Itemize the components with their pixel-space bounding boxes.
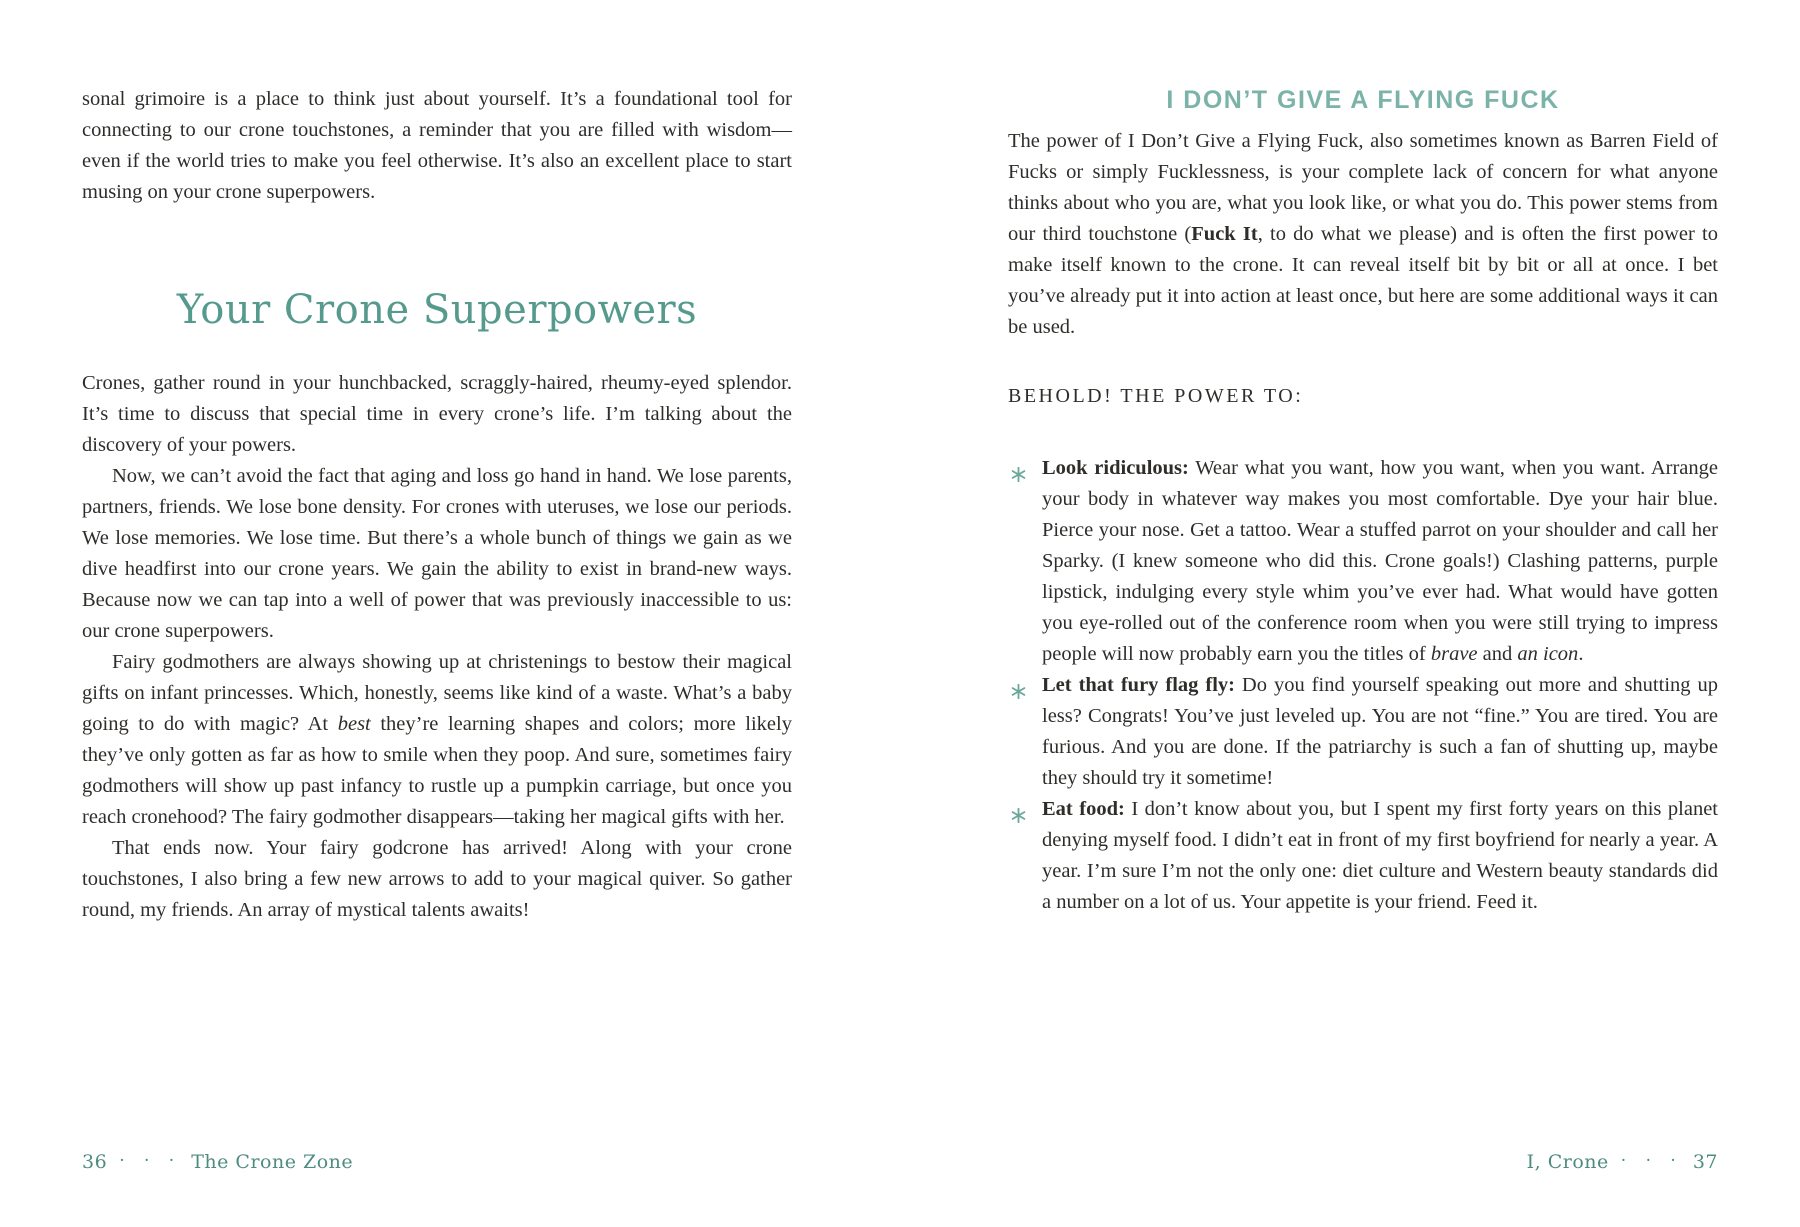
list-item-text: I don’t know about you, but I spent my first forty years on this planet denying myself food. I didn’t eat in front of my first boyfriend for nearly a year. A year. I’m sure I’m not the only one: diet culture and Western beauty standards did a number on a lot of us. Your appetite is your friend. Feed it.: [1042, 798, 1718, 913]
list-item: [1008, 453, 1718, 670]
paragraph: Now, we can’t avoid the fact that aging and loss go hand in hand. We lose parents, partners, friends. We lose bone density. For crones with uteruses, we lose our periods. We lose memories. We lose time. But there’s a whole bunch of things we gain as we dive headfirst into our crone years. We gain the ability to exist in brand-new ways. Because now we can tap into a well of power that was previously inaccessible to us: our crone superpowers.: [82, 465, 792, 642]
right-page-footer: [1527, 1151, 1718, 1173]
left-page-footer: [82, 1151, 353, 1173]
list-item-text: Do you find yourself speaking out more and shutting up less? Congrats! You’ve just leveled up. You are not “fine.” You are tired. You are furious. And you are done. If the patriarchy is such a fan of shutting up, maybe they should try it sometime!: [1042, 674, 1718, 789]
list-subheading: BEHOLD! THE POWER TO:: [1008, 385, 1304, 407]
list-item-label: Look ridiculous:: [1042, 457, 1189, 479]
powers-list: [1008, 453, 1718, 918]
running-head: The Crone Zone: [191, 1151, 354, 1173]
list-item-text: .: [1578, 643, 1584, 665]
chapter-heading: Your Crone Superpowers: [176, 287, 698, 333]
left-page: [82, 84, 792, 926]
paragraph-continuation: sonal grimoire is a place to think just about yourself. It’s a foundational tool for connecting to our crone touchstones, a reminder that you are filled with wisdom—even if the world tries to make you feel otherwise. It’s also an excellent place to start musing on your crone superpowers.: [82, 88, 792, 203]
paragraph-text: they’re learning shapes and colors; more likely they’ve only gotten as far as how to smile when they poop. And sure, sometimes fairy godmothers will show up past infancy to rustle up a pumpkin carriage, but once you reach cronehood? The fairy godmother disappears—taking her magical gifts with her.: [82, 713, 792, 828]
paragraph: [82, 647, 792, 833]
list-item-label: Let that fury flag fly:: [1042, 674, 1235, 696]
list-item: [1008, 670, 1718, 794]
star-bullet-icon: [1011, 678, 1026, 693]
italic-text: best: [337, 713, 371, 735]
star-bullet-icon: [1011, 461, 1026, 476]
list-item: [1008, 794, 1718, 918]
paragraph-opening: Crones, gather round in your hunchbacked, scraggly-haired, rheumy-eyed splendor. It’s time to discuss that special time in every crone’s life. I’m talking about the discovery of your powers.: [82, 372, 792, 456]
list-item-text: Wear what you want, how you want, when you want. Arrange your body in whatever way makes you most comfortable. Dye your hair blue. Pierce your nose. Get a tattoo. Wear a stuffed parrot on your shoulder and call her Sparky. (I knew someone who did this. Crone goals!) Clashing patterns, purple lipstick, indulging every style whim you’ve ever had. What would have gotten you eye-rolled out of the conference room when you were still trying to impress people will now probably earn you the titles of: [1042, 457, 1718, 665]
running-head: I, Crone: [1526, 1151, 1609, 1173]
list-item-text: and: [1477, 643, 1518, 665]
paragraph: That ends now. Your fairy godcrone has arrived! Along with your crone touchstones, I also bring a few new arrows to add to your magical quiver. So gather round, my friends. An array of mystical talents awaits!: [82, 837, 792, 921]
page-number: 36: [82, 1151, 108, 1173]
bold-text: Fuck It: [1191, 223, 1258, 245]
folio-dots: · · ·: [119, 1151, 182, 1171]
section-heading: I DON’T GIVE A FLYING FUCK: [1166, 86, 1560, 114]
right-page: [1008, 84, 1718, 918]
italic-text: brave: [1430, 643, 1478, 665]
paragraph-text: Fairy godmothers are always showing up at christenings to bestow their magical gifts on infant princesses. Which, honestly, seems like kind of a waste. What’s a baby going to do with magic? At: [82, 651, 792, 735]
paragraph: [1008, 126, 1718, 343]
star-bullet-icon: [1011, 802, 1026, 817]
paragraph-text: , to do what we please) and is often the first power to make itself known to the crone. It can reveal itself bit by bit or all at once. I bet you’ve already put it into action at least once, but here are some additional ways it can be used.: [1008, 223, 1718, 338]
folio-dots: · · ·: [1620, 1151, 1683, 1171]
page-number: 37: [1692, 1151, 1718, 1173]
paragraph-text: The power of I Don’t Give a Flying Fuck, also sometimes known as Barren Field of Fucks or simply Fucklessness, is your complete lack of concern for what anyone thinks about who you are, what you look like, or what you do. This power stems from our third touchstone (: [1008, 130, 1718, 245]
list-item-label: Eat food:: [1042, 798, 1125, 820]
italic-text: an icon: [1517, 643, 1579, 665]
